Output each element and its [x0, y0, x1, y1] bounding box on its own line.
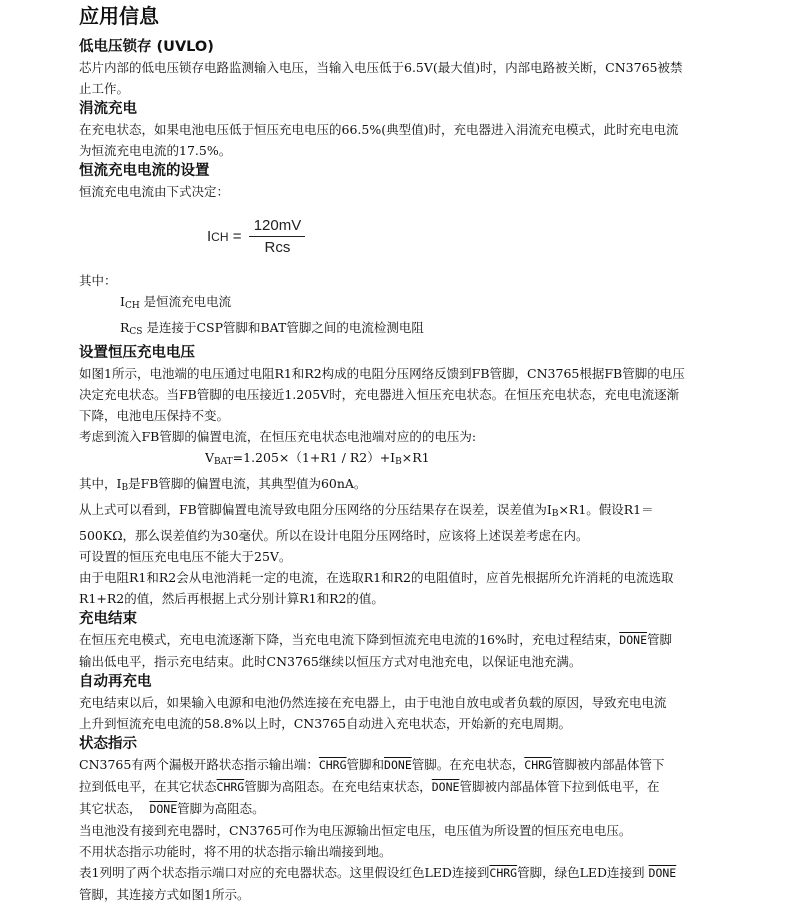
cv-text-line: 可设置的恒压充电电压不能大于25V。 — [79, 549, 292, 564]
status-text-line: 管脚，其连接方式如图1所示。 — [79, 887, 250, 902]
status-text-line: CN3765有两个漏极开路状态指示输出端：CHRG管脚和DONE管脚。在充电状态，CHRG管脚被内部晶体管下 — [79, 757, 665, 772]
recharge-section — [79, 672, 744, 734]
status-text-line: 不用状态指示功能时，将不用的状态指示输出端接到地。 — [79, 844, 392, 859]
chrg-pin-label: CHRG — [489, 866, 518, 880]
done-pin-label: DONE — [648, 866, 677, 880]
cc-heading: 恒流充电电流的设置 — [79, 163, 210, 179]
page-title: 应用信息 — [79, 4, 159, 28]
cv-text-line: 500KΩ，那么误差值约为30毫伏。所以在设计电阻分压网络时，应该将上述误差考虑在内。 — [79, 528, 589, 543]
vbat-equation: $V_{BAT}=1.205\times(1+R1 / R2)+I_B\times R1$ — [205, 450, 430, 467]
status-heading: 状态指示 — [79, 736, 137, 752]
end-text-line: 输出低电平，指示充电结束。此时CN3765继续以恒压方式对电池充电，以保证电池充满。 — [79, 654, 582, 669]
done-pin-label: DONE — [384, 758, 412, 772]
chrg-pin-label: CHRG — [524, 758, 552, 772]
recharge-text-line: 上升到恒流充电电流的58.8%以上时，CN3765自动进入充电状态，开始新的充电周期。 — [79, 716, 572, 731]
recharge-text-line: 充电结束以后，如果输入电源和电池仍然连接在充电器上，由于电池自放电或者负载的原因，导致充电电流 — [79, 695, 667, 710]
cv-text-line: 由于电阻R1和R2会从电池消耗一定的电流，在选取R1和R2的电阻值时，应首先根据所允许消耗的电流选取 — [79, 570, 674, 585]
uvlo-text-line: 止工作。 — [79, 81, 130, 96]
recharge-heading: 自动再充电 — [79, 674, 152, 690]
done-pin-label: DONE — [619, 633, 647, 647]
ich-formula — [207, 210, 744, 262]
formula-denominator: Rcs — [264, 238, 291, 256]
chrg-pin-label: CHRG — [216, 780, 245, 794]
cv-text-line: 下降，电池电压保持不变。 — [79, 408, 230, 423]
formula-lhs: ICH = — [207, 227, 242, 245]
status-text-line: 当电池没有接到充电器时，CN3765可作为电压源输出恒定电压，电压值为所设置的恒压充电电压。 — [79, 823, 632, 838]
trickle-section — [79, 99, 744, 161]
definition-ich: $I_{CH}$ 是恒流充电电流 — [120, 294, 232, 311]
formula-fraction — [249, 217, 305, 256]
done-pin-label: DONE — [149, 802, 178, 816]
uvlo-text-line: 芯片内部的低电压锁存电路监测输入电压，当输入电压低于6.5V(最大值)时，内部电路被关断，CN3765被禁 — [79, 60, 683, 75]
done-pin-label: DONE — [431, 780, 460, 794]
status-text-line: 拉到低电平，在其它状态CHRG管脚为高阻态。在充电结束状态，DONE管脚被内部晶体管下拉到低电平，在 — [79, 779, 660, 794]
cv-text-line: 从上式可以看到，FB管脚偏置电流导致电阻分压网络的分压结果存在误差，误差值为$I_B\times R1$。假设R1＝ — [79, 502, 654, 519]
definition-rcs: $R_{CS}$ 是连接于CSP管脚和BAT管脚之间的电流检测电阻 — [120, 320, 424, 337]
where-label: 其中： — [79, 273, 117, 288]
status-text-line: 表1列明了两个状态指示端口对应的充电器状态。这里假设红色LED连接到CHRG管脚，绿色LED连接到 DONE — [79, 865, 677, 880]
cv-text-line: R1+R2的值，然后再根据上式分别计算R1和R2的值。 — [79, 591, 384, 606]
cv-text-line: 如图1所示，电池端的电压通过电阻R1和R2构成的电阻分压网络反馈到FB管脚，CN3765根据FB管脚的电压 — [79, 366, 685, 381]
status-text-line: 其它状态， DONE管脚为高阻态。 — [79, 801, 265, 816]
status-section — [79, 734, 744, 905]
datasheet-page — [79, 4, 744, 905]
cv-text-line: 其中，$I_B$是FB管脚的偏置电流，其典型值为60nA。 — [79, 476, 367, 493]
end-heading: 充电结束 — [79, 611, 137, 627]
cv-heading: 设置恒压充电电压 — [79, 345, 195, 361]
end-text-line: 在恒压充电模式，充电电流逐渐下降，当充电电流下降到恒流充电电流的16%时，充电过程结束，DONE管脚 — [79, 632, 673, 647]
formula-numerator: 120mV — [253, 216, 302, 234]
uvlo-heading: 低电压锁存 (UVLO) — [79, 39, 214, 55]
trickle-text-line: 在充电状态，如果电池电压低于恒压充电电压的66.5%(典型值)时，充电器进入涓流充电模式，此时充电电流 — [79, 122, 679, 137]
cv-section — [79, 343, 744, 609]
trickle-text-line: 为恒流充电电流的17.5%。 — [79, 143, 232, 158]
end-section — [79, 609, 744, 672]
chrg-pin-label: CHRG — [318, 758, 347, 772]
uvlo-section — [79, 37, 744, 99]
cc-section — [79, 161, 744, 343]
trickle-heading: 涓流充电 — [79, 101, 137, 117]
cv-text-line: 决定充电状态。当FB管脚的电压接近1.205V时，充电器进入恒压充电状态。在恒压充电状态，充电电流逐渐 — [79, 387, 680, 402]
cv-text-line: 考虑到流入FB管脚的偏置电流，在恒压充电状态电池端对应的的电压为: — [79, 429, 477, 444]
cc-intro: 恒流充电电流由下式决定： — [79, 184, 230, 199]
